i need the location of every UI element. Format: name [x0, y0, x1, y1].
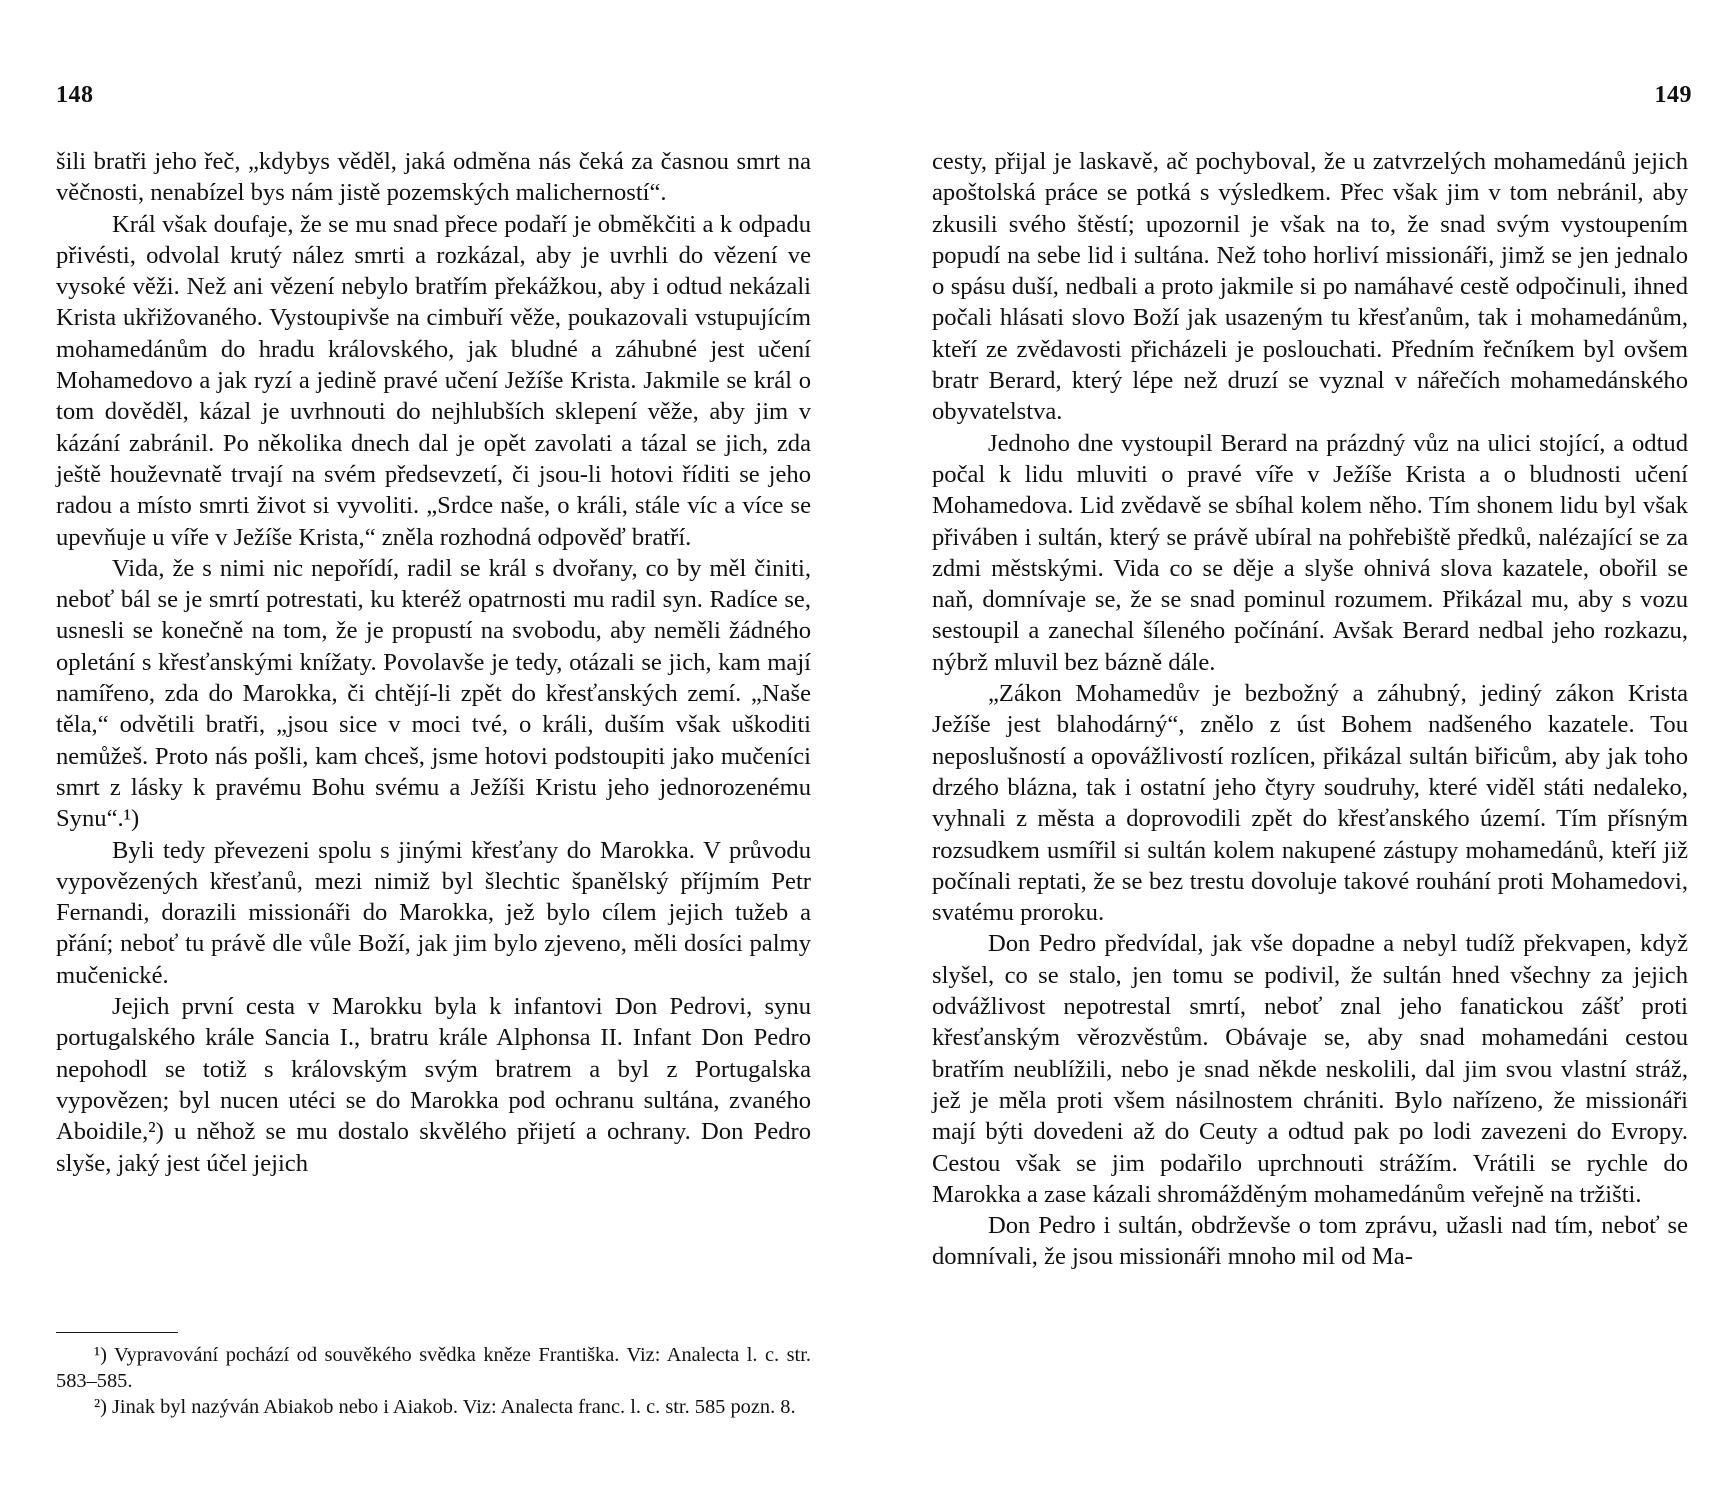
- paragraph: Vida, že s nimi nic nepořídí, radil se král s dvořany, co by měl činiti, neboť bál se je smrtí potrestati, ku kteréž opatrnosti mu radil syn. Radíce se, usnesli se konečně na tom, že je propustí na svobodu, aby neměli žádného opletání s křesťanskými knížaty. Povolavše je tedy, otázali se jich, kam mají namířeno, zda do Marokka, či chtějí-li zpět do křesťanských zemí. „Naše těla,“ odvětili bratři, „jsou sice v moci tvé, o králi, duším však uškoditi nemůžeš. Proto nás pošli, kam chceš, jsme hotovi podstoupiti jako mučeníci smrt z lásky k pravému Bohu svému a Ježíši Kristu jeho jednorozenému Synu“.¹): [56, 554, 811, 833]
- right-page-text: [932, 146, 1688, 1273]
- paragraph: Don Pedro i sultán, obdrževše o tom zprávu, užasli nad tím, neboť se domnívali, že jsou missionáři mnoho mil od Ma-: [932, 1212, 1688, 1271]
- paragraph: cesty, přijal je laskavě, ač pochyboval, že u zatvrzelých mohamedánů jejich apoštolská práce se potká s výsledkem. Přec však jim v tom nebránil, aby zkusili svého štěstí; upozornil je však na to, že snad svým vystoupením popudí na sebe lid i sultána. Než toho horliví missionáři, jimž se jen jednalo o spásu duší, nedbali a proto jakmile si po namáhavé cestě odpočinuli, ihned počali hlásati slovo Boží jak usazeným tu křesťanům, tak i mohamedánům, kteří ze zvědavosti přicházeli je poslouchati. Předním řečníkem byl ovšem bratr Berard, který lépe než druzí se vyznal v nářečích mohamedánského obyvatelstva.: [932, 148, 1688, 426]
- paragraph: Jednoho dne vystoupil Berard na prázdný vůz na ulici stojící, a odtud počal k lidu mluviti o pravé víře v Ježíše Krista a o bludnosti učení Mohamedova. Lid zvědavě se sbíhal kolem něho. Tím shonem lidu byl však přiváben i sultán, který se právě ubíral na pohřebiště předků, nalézající se za zdmi městskými. Vida co se děje a slyše ohnivá slova kazatele, obořil se naň, domnívaje se, že se snad pominul rozumem. Přikázal mu, aby s vozu sestoupil a zanechal šíleného počínání. Avšak Berard nedbal jeho rozkazu, nýbrž mluvil bez bázně dále.: [932, 429, 1688, 676]
- footnote: ¹) Vypravování pochází od souvěkého svědka kněze Františka. Viz: Analecta l. c. str. 583–585.: [56, 1344, 811, 1392]
- page-number-left: 148: [56, 82, 94, 108]
- right-page: [868, 0, 1736, 1500]
- paragraph: „Zákon Mohamedův je bezbožný a záhubný, jediný zákon Krista Ježíše jest blahodárný“, znělo z úst Bohem nadšeného kazatele. Tou neposlušností a opovážlivostí rozlícen, přikázal sultán biřicům, aby jak toho drzého blázna, tak i ostatní jeho čtyry soudruhy, které viděl státi nedaleko, vyhnali z města a doprovodili zpět do křesťanského území. Tím přísným rozsudkem usmířil si sultán kolem nakupené zástupy mohamedánů, kteří již počínali reptati, že se bez trestu dovoluje takové rouhání proti Mohamedovi, svatému proroku.: [932, 680, 1688, 927]
- paragraph: Král však doufaje, že se mu snad přece podaří je obměkčiti a k odpadu přivésti, odvolal krutý nález smrti a rozkázal, aby je uvrhli do vězení ve vysoké věži. Než ani vězení nebylo bratřím překážkou, aby i odtud nekázali Krista ukřižovaného. Vystoupivše na cimbuří věže, poukazovali vstupujícím mohamedánům do hradu královského, jak bludné a záhubné jest učení Mohamedovo a jak ryzí a jedině pravé učení Ježíše Krista. Jakmile se král o tom dověděl, kázal je uvrhnouti do nejhlubších sklepení věže, aby jim v kázání zabránil. Po několika dnech dal je opět zavolati a tázal se jich, zda ještě houževnatě trvají na svém předsevzetí, či jsou-li hotovi říditi se jeho radou a místo smrti život si vyvoliti. „Srdce naše, o králi, stále víc a více se upevňuje u víře v Ježíše Krista,“ zněla rozhodná odpověď bratří.: [56, 210, 811, 551]
- page-number-right: 149: [1654, 82, 1692, 108]
- paragraph: Don Pedro předvídal, jak vše dopadne a nebyl tudíž překvapen, když slyšel, co se stalo, jen tomu se podivil, že sultán hned všechny za jejich odvážlivost nepotrestal smrtí, neboť znal jeho fanatickou zášť proti křesťanským věrozvěstům. Obávaje se, aby snad mohamedáni cestou bratřím neublížili, nebo je snad někde neskolili, dal jim svou vlastní stráž, jež je měla proti všem násilnostem chrániti. Bylo nařízeno, že missionáři mají býti dovedeni až do Ceuty a odtud pak po lodi zavezeni do Evropy. Cestou však se jim podařilo uprchnouti strážím. Vrátili se rychle do Marokka a zase kázali shromážděným mohamedánům veřejně na tržišti.: [932, 930, 1688, 1208]
- paragraph: Byli tedy převezeni spolu s jinými křesťany do Marokka. V průvodu vypovězených křesťanů, mezi nimiž byl šlechtic španělský příjmím Petr Fernandi, dorazili missionáři do Marokka, jež bylo cílem jejich tužeb a přání; neboť tu právě dle vůle Boží, jak jim bylo zjeveno, měli dosíci palmy mučenické.: [56, 836, 811, 989]
- paragraph: šili bratři jeho řeč, „kdybys věděl, jaká odměna nás čeká za časnou smrt na věčnosti, nenabízel bys nám jistě pozemských malicherností“.: [56, 148, 811, 207]
- paragraph: Jejich první cesta v Marokku byla k infantovi Don Pedrovi, synu portugalského krále Sancia I., bratru krále Alphonsa II. Infant Don Pedro nepohodl se totiž s královským svým bratrem a byl z Portugalska vypovězen; byl nucen utéci se do Marokka pod ochranu sultána, zvaného Aboidile,²) u něhož se mu dostalo skvělého přijetí a ochrany. Don Pedro slyše, jaký jest účel jejich: [56, 993, 811, 1177]
- footnote-divider: [56, 1332, 178, 1333]
- footnotes: [56, 1342, 811, 1420]
- left-page-text: [56, 146, 811, 1179]
- footnote: ²) Jinak byl nazýván Abiakob nebo i Aiakob. Viz: Analecta franc. l. c. str. 585 pozn. 8.: [94, 1396, 796, 1418]
